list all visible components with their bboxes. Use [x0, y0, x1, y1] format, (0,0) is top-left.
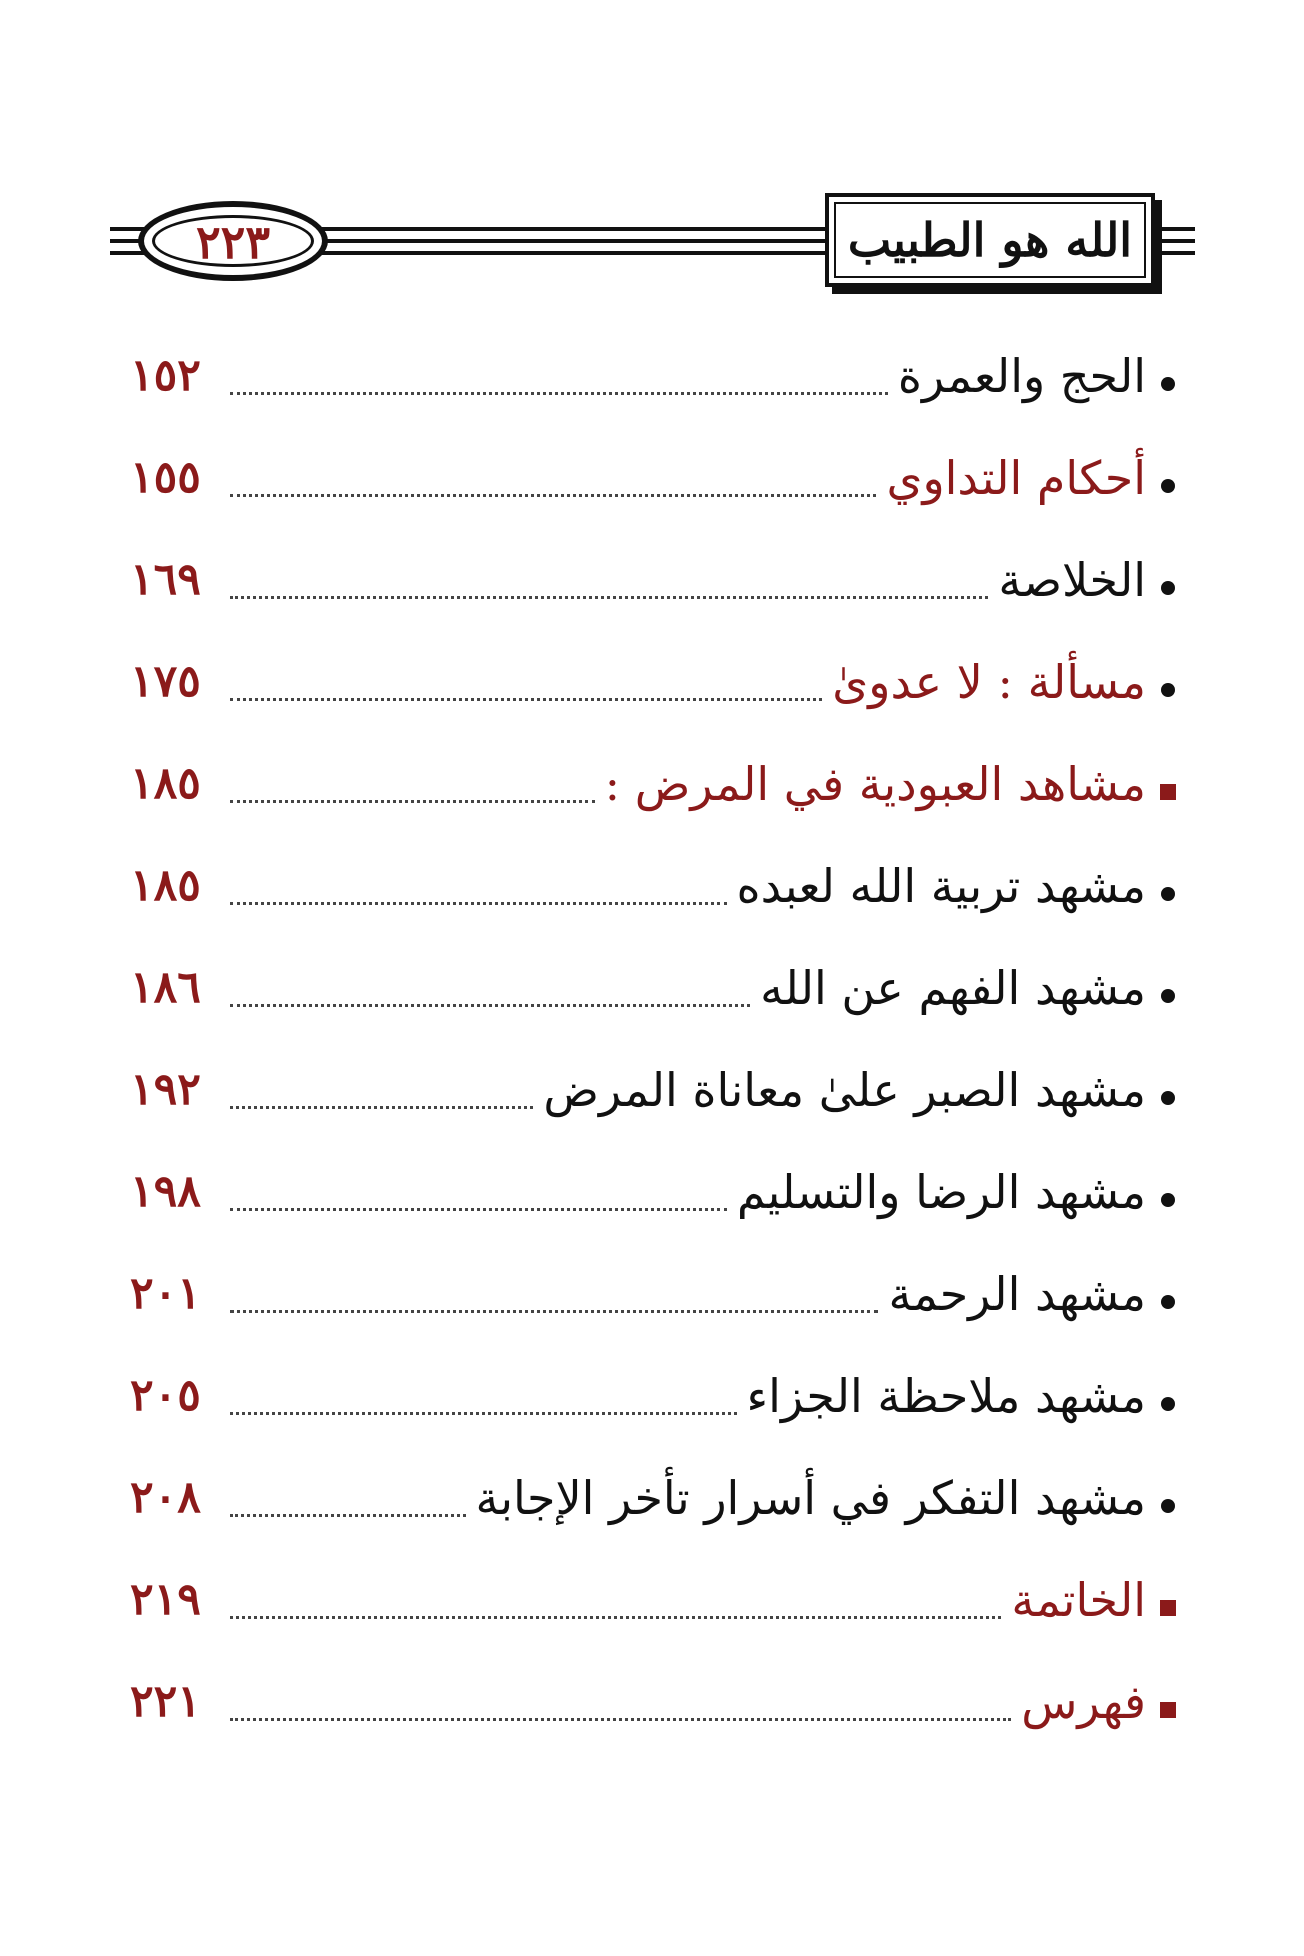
dot-leader: [230, 494, 876, 497]
dot-bullet-icon: [1146, 1483, 1190, 1513]
book-title: الله هو الطبيب: [847, 213, 1133, 267]
toc-entry-page: ١٧٥: [130, 656, 201, 707]
toc-entry-page: ١٨٦: [130, 962, 201, 1013]
toc-entry-page: ٢١٩: [130, 1574, 201, 1625]
toc-entry-page: ١٥٥: [130, 452, 201, 503]
toc-entry-title: مشهد الصبر علىٰ معاناة المرض: [543, 1063, 1146, 1117]
dot-leader: [230, 1514, 466, 1517]
toc-entry: [130, 1141, 1190, 1243]
page-number-badge: [138, 201, 328, 281]
dot-leader: [230, 800, 595, 803]
toc-entry: [130, 1243, 1190, 1345]
toc-entry: [130, 733, 1190, 835]
toc-entry: [130, 529, 1190, 631]
toc-entry-page: ١٨٥: [130, 860, 201, 911]
table-of-contents: [130, 325, 1190, 1753]
toc-entry-page: ١٨٥: [130, 758, 201, 809]
toc-entry: [130, 325, 1190, 427]
dot-leader: [230, 902, 727, 905]
book-title-box: [825, 193, 1155, 287]
dot-bullet-icon: [1146, 1177, 1190, 1207]
dot-leader: [230, 1412, 737, 1415]
toc-entry: [130, 1447, 1190, 1549]
dot-leader: [230, 1310, 878, 1313]
dot-bullet-icon: [1146, 463, 1190, 493]
dot-bullet-icon: [1146, 565, 1190, 595]
toc-entry-title: مسألة : لا عدوىٰ: [832, 655, 1146, 709]
toc-entry-title: فهرس: [1021, 1675, 1146, 1729]
toc-entry: [130, 1651, 1190, 1753]
toc-entry-title: مشهد التفكر في أسرار تأخر الإجابة: [475, 1471, 1146, 1525]
toc-entry-page: ٢٠١: [130, 1268, 201, 1319]
dot-bullet-icon: [1146, 1075, 1190, 1105]
toc-entry-title: أحكام التداوي: [886, 451, 1146, 505]
toc-entry-title: مشهد ملاحظة الجزاء: [746, 1369, 1146, 1423]
dot-leader: [230, 1004, 750, 1007]
toc-entry-title: مشاهد العبودية في المرض :: [604, 757, 1146, 811]
toc-entry-page: ١٥٢: [130, 350, 201, 401]
dot-leader: [230, 1616, 1001, 1619]
toc-entry-page: ١٩٨: [130, 1166, 201, 1217]
toc-entry-page: ٢٠٥: [130, 1370, 201, 1421]
dot-bullet-icon: [1146, 871, 1190, 901]
dot-leader: [230, 1208, 727, 1211]
toc-entry: [130, 1039, 1190, 1141]
toc-entry-page: ١٦٩: [130, 554, 201, 605]
toc-entry-title: الخاتمة: [1011, 1573, 1146, 1627]
dot-leader: [230, 596, 988, 599]
toc-entry-title: الحج والعمرة: [897, 349, 1146, 403]
square-bullet-icon: [1146, 1686, 1190, 1718]
dot-leader: [230, 1718, 1011, 1721]
toc-entry: [130, 937, 1190, 1039]
dot-leader: [230, 1106, 533, 1109]
dot-bullet-icon: [1146, 667, 1190, 697]
dot-bullet-icon: [1146, 361, 1190, 391]
dot-bullet-icon: [1146, 1381, 1190, 1411]
toc-entry-page: ١٩٢: [130, 1064, 201, 1115]
toc-entry-title: مشهد تربية الله لعبده: [736, 859, 1146, 913]
toc-entry-title: مشهد الفهم عن الله: [760, 961, 1146, 1015]
toc-entry: [130, 1549, 1190, 1651]
toc-entry-title: الخلاصة: [998, 553, 1146, 607]
toc-entry: [130, 631, 1190, 733]
dot-bullet-icon: [1146, 973, 1190, 1003]
square-bullet-icon: [1146, 768, 1190, 800]
toc-entry: [130, 427, 1190, 529]
toc-entry: [130, 1345, 1190, 1447]
page-header: [110, 195, 1195, 285]
dot-leader: [230, 392, 888, 395]
toc-entry-page: ٢٠٨: [130, 1472, 201, 1523]
toc-entry: [130, 835, 1190, 937]
dot-bullet-icon: [1146, 1279, 1190, 1309]
square-bullet-icon: [1146, 1584, 1190, 1616]
toc-entry-page: ٢٢١: [130, 1676, 201, 1727]
toc-entry-title: مشهد الرضا والتسليم: [736, 1165, 1146, 1219]
toc-entry-title: مشهد الرحمة: [888, 1267, 1146, 1321]
dot-leader: [230, 698, 822, 701]
page-number: ٢٢٣: [195, 215, 271, 269]
